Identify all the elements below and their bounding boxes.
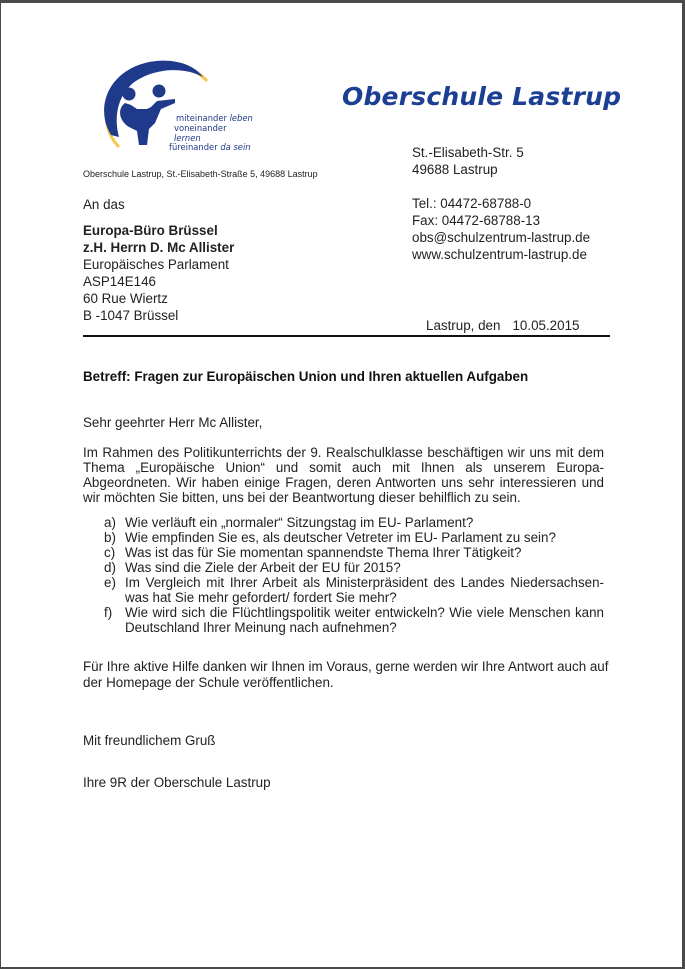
slogan-line-3: füreinander da sein bbox=[169, 142, 251, 153]
date-place: Lastrup, den bbox=[426, 318, 501, 333]
recipient-city: B -1047 Brüssel bbox=[83, 308, 179, 323]
contact-city: 49688 Lastrup bbox=[412, 162, 498, 177]
question-label: c) bbox=[104, 545, 116, 560]
logo-figure-head-right bbox=[153, 85, 166, 98]
school-logo bbox=[89, 55, 269, 165]
letter-greeting: Sehr geehrter Herr Mc Allister, bbox=[83, 415, 263, 430]
question-text: Wie verläuft ein „normaler“ Sitzungstag im EU- Parlament? bbox=[125, 515, 474, 530]
question-label: f) bbox=[104, 605, 113, 620]
question-item bbox=[104, 515, 604, 530]
contact-tel: Tel.: 04472-68788-0 bbox=[412, 196, 532, 211]
contact-street: St.-Elisabeth-Str. 5 bbox=[412, 145, 524, 160]
logo-figure-bodies bbox=[120, 99, 175, 145]
date-line bbox=[426, 318, 579, 333]
question-item bbox=[104, 545, 604, 560]
question-label: a) bbox=[104, 515, 116, 530]
question-item bbox=[104, 560, 604, 575]
question-list bbox=[104, 515, 604, 635]
letter-subject: Betreff: Fragen zur Europäischen Union und Ihren aktuellen Aufgaben bbox=[83, 369, 529, 384]
letter-regards: Mit freundlichem Gruß bbox=[83, 733, 216, 748]
recipient-street: 60 Rue Wiertz bbox=[83, 291, 168, 306]
question-label: e) bbox=[104, 575, 116, 590]
question-text: Was sind die Ziele der Arbeit der EU für 2015? bbox=[125, 560, 401, 575]
header-divider bbox=[83, 335, 610, 337]
recipient-salutation: An das bbox=[83, 197, 125, 212]
contact-email: obs@schulzentrum-lastrup.de bbox=[412, 230, 591, 245]
recipient-room: ASP14E146 bbox=[83, 274, 156, 289]
recipient-institution: Europäisches Parlament bbox=[83, 257, 229, 272]
question-label: b) bbox=[104, 530, 116, 545]
question-text: Was ist das für Sie momentan spannendste Thema Ihrer Tätigkeit? bbox=[125, 545, 522, 560]
recipient-address-block bbox=[83, 196, 234, 324]
contact-web: www.schulzentrum-lastrup.de bbox=[412, 247, 587, 262]
logo-figure-head-left bbox=[123, 88, 136, 101]
school-contact-block bbox=[412, 144, 590, 263]
question-text: Wie empfinden Sie es, als deutscher Vetreter im EU- Parlament zu sein? bbox=[125, 530, 556, 545]
contact-fax: Fax: 04472-68788-13 bbox=[412, 213, 541, 228]
recipient-org: Europa-Büro Brüssel bbox=[83, 223, 218, 238]
question-label: d) bbox=[104, 560, 116, 575]
slogan-line-2: voneinander lernen bbox=[174, 122, 227, 143]
question-item bbox=[104, 530, 604, 545]
question-text: Im Vergleich mit Ihrer Arbeit als Ministerpräsident des Landes Niedersachsen- was hat Sie mehr gefordert/ fordert Sie mehr? bbox=[125, 575, 604, 605]
sender-return-address: Oberschule Lastrup, St.-Elisabeth-Straße 5, 49688 Lastrup bbox=[83, 169, 318, 179]
letter-signature: Ihre 9R der Oberschule Lastrup bbox=[83, 775, 271, 790]
question-item bbox=[104, 605, 604, 635]
question-item bbox=[104, 575, 604, 605]
school-name-heading: Oberschule Lastrup bbox=[342, 82, 622, 111]
letter-intro-paragraph: Im Rahmen des Politikunterrichts der 9. Realschulklasse beschäftigen wir uns mit dem Thema „Europäische Union“ und somit auch mit Ihnen als unserem Europa- Abgeordneten. Wir haben einige Fragen, deren Antworten uns sehr interessieren und wir möchten Sie bitten, uns bei der Beantwortung dieser behilflich zu sein. bbox=[83, 445, 604, 505]
recipient-attention: z.H. Herrn D. Mc Allister bbox=[83, 240, 235, 255]
question-text: Wie wird sich die Flüchtlingspolitik weiter entwickeln? Wie viele Menschen kann Deutschland Ihrer Meinung nach aufnehmen? bbox=[125, 605, 604, 635]
contact-spacer bbox=[412, 178, 590, 195]
date-value: 10.05.2015 bbox=[512, 318, 580, 333]
logo-slogan bbox=[169, 114, 255, 153]
slogan-line-1: miteinander leben bbox=[176, 113, 253, 123]
letter-closing-paragraph: Für Ihre aktive Hilfe danken wir Ihnen im Voraus, gerne werden wir Ihre Antwort auch auf der Homepage der Schule veröffentlichen. bbox=[83, 659, 609, 690]
